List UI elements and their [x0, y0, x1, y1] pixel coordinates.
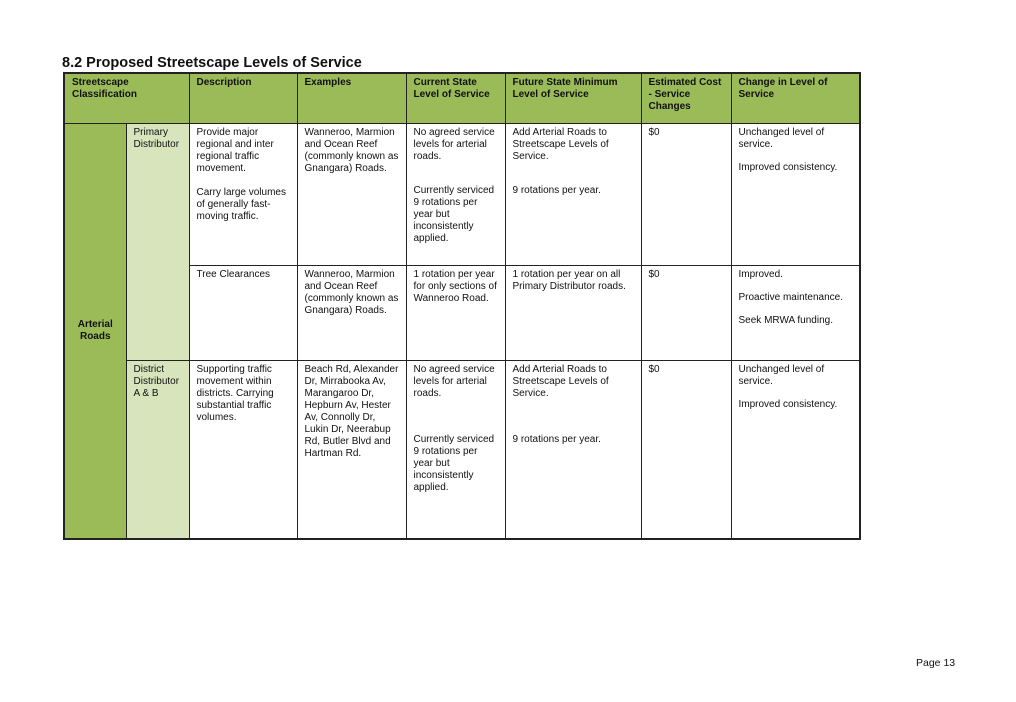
cost-cell: $0 [641, 266, 731, 361]
header-classification: Streetscape Classification [64, 73, 189, 124]
current-state-cell: No agreed service levels for arterial roads. Currently serviced 9 rotations per year but inconsistently applied. [406, 361, 505, 539]
future-state-cell: Add Arterial Roads to Streetscape Levels of Service. 9 rotations per year. [505, 361, 641, 539]
change-cell: Unchanged level of service. Improved consistency. [731, 124, 860, 266]
change-cell: Unchanged level of service. Improved consistency. [731, 361, 860, 539]
description-cell: Tree Clearances [189, 266, 297, 361]
subclass-cell: District Distributor A & B [126, 361, 189, 539]
future-state-cell: 1 rotation per year on all Primary Distributor roads. [505, 266, 641, 361]
header-future-state: Future State Minimum Level of Service [505, 73, 641, 124]
section-title: 8.2 Proposed Streetscape Levels of Service [62, 55, 362, 71]
header-estimated-cost: Estimated Cost - Service Changes [641, 73, 731, 124]
description-cell: Supporting traffic movement within districts. Carrying substantial traffic volumes. [189, 361, 297, 539]
levels-of-service-table [63, 72, 861, 540]
group-label-arterial-roads: Arterial Roads [64, 124, 126, 539]
examples-cell: Wanneroo, Marmion and Ocean Reef (commonly known as Gnangara) Roads. [297, 266, 406, 361]
header-description: Description [189, 73, 297, 124]
change-cell: Improved. Proactive maintenance. Seek MRWA funding. [731, 266, 860, 361]
header-current-state: Current State Level of Service [406, 73, 505, 124]
table-row [64, 361, 860, 539]
cost-cell: $0 [641, 124, 731, 266]
header-change-in-service: Change in Level of Service [731, 73, 860, 124]
examples-cell: Beach Rd, Alexander Dr, Mirrabooka Av, Marangaroo Dr, Hepburn Av, Hester Av, Connolly Dr, Lukin Dr, Neerabup Rd, Butler Blvd and Hartman Rd. [297, 361, 406, 539]
examples-cell: Wanneroo, Marmion and Ocean Reef (commonly known as Gnangara) Roads. [297, 124, 406, 266]
header-examples: Examples [297, 73, 406, 124]
current-state-cell: No agreed service levels for arterial roads. Currently serviced 9 rotations per year but inconsistently applied. [406, 124, 505, 266]
table-row [64, 124, 860, 266]
page-number: Page 13 [916, 657, 956, 669]
current-state-cell: 1 rotation per year for only sections of Wanneroo Road. [406, 266, 505, 361]
subclass-cell: Primary Distributor [126, 124, 189, 361]
future-state-cell: Add Arterial Roads to Streetscape Levels of Service. 9 rotations per year. [505, 124, 641, 266]
cost-cell: $0 [641, 361, 731, 539]
description-cell: Provide major regional and inter regional traffic movement. Carry large volumes of generally fast-moving traffic. [189, 124, 297, 266]
table-header-row [64, 73, 860, 124]
